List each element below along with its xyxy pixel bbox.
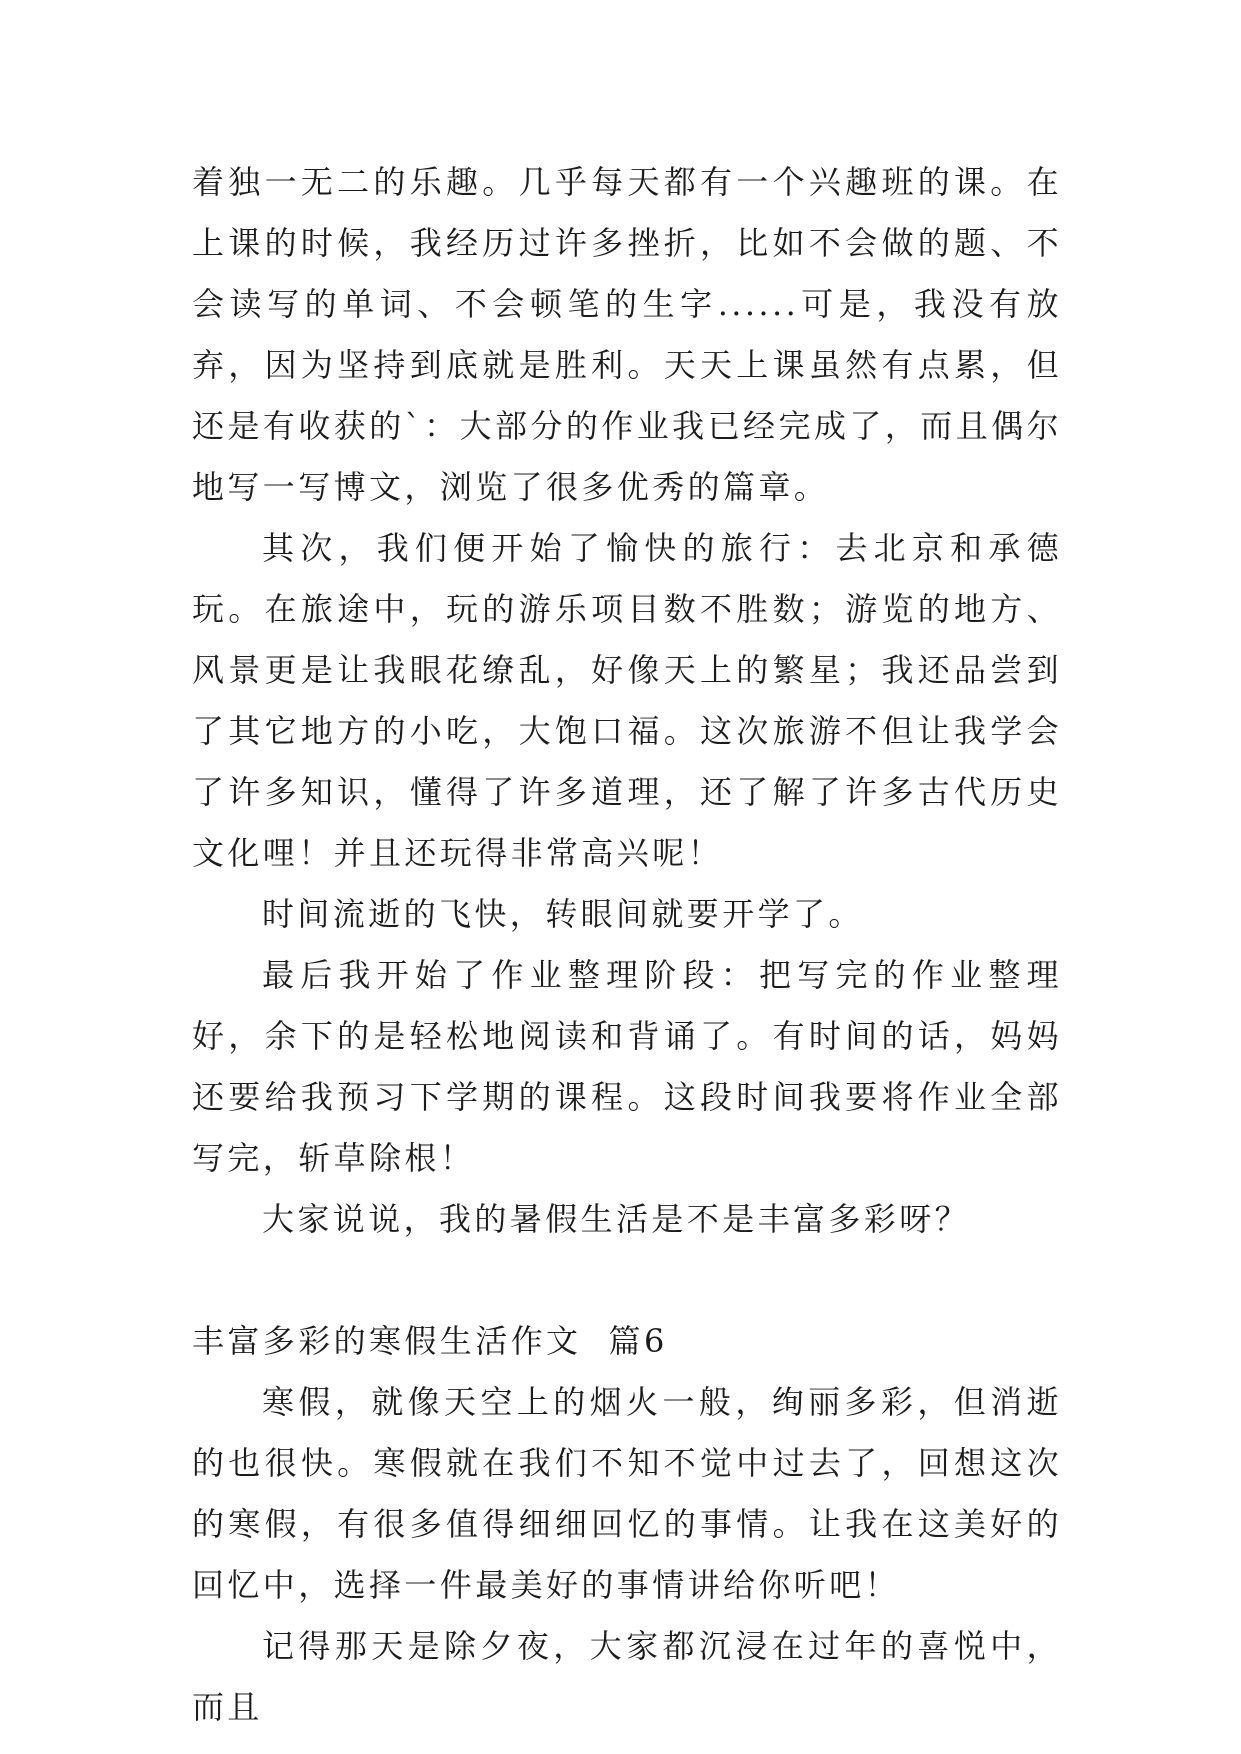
paragraph-7: 记得那天是除夕夜，大家都沉浸在过年的喜悦中，而且: [192, 1627, 1062, 1726]
section-gap: [192, 1250, 1062, 1311]
paragraph-4: 最后我开始了作业整理阶段：把写完的作业整理好，余下的是轻松地阅读和背诵了。有时间的话，妈妈还要给我预习下学期的课程。这段时间我要将作业全部写完，斩草除根！: [192, 956, 1062, 1177]
paragraph-1: 着独一无二的乐趣。几乎每天都有一个兴趣班的课。在上课的时候，我经历过许多挫折，比如不会做的题、不会读写的单词、不会顿笔的生字......可是，我没有放弃，因为坚持到底就是胜利。天天上课虽然有点累，但还是有收获的`：大部分的作业我已经完成了，而且偶尔地写一写博文，浏览了很多优秀的篇章。: [192, 163, 1062, 506]
paragraph-2: 其次，我们便开始了愉快的旅行：去北京和承德玩。在旅途中，玩的游乐项目数不胜数；游览的地方、风景更是让我眼花缭乱，好像天上的繁星；我还品尝到了其它地方的小吃，大饱口福。这次旅游不但让我学会了许多知识，懂得了许多道理，还了解了许多古代历史文化哩！并且还玩得非常高兴呢！: [192, 529, 1062, 872]
essay-body: [192, 152, 1062, 1738]
paragraph-5: 大家说说，我的暑假生活是不是丰富多彩呀？: [262, 1200, 971, 1238]
section-heading: 丰富多彩的寒假生活作文 篇6: [192, 1322, 668, 1360]
paragraph-6: 寒假，就像天空上的烟火一般，绚丽多彩，但消逝的也很快。寒假就在我们不知不觉中过去了，回想这次的寒假，有很多值得细细回忆的事情。让我在这美好的回忆中，选择一件最美好的事情讲给你听吧！: [192, 1383, 1062, 1604]
paragraph-3: 时间流逝的飞快，转眼间就要开学了。: [262, 895, 864, 933]
